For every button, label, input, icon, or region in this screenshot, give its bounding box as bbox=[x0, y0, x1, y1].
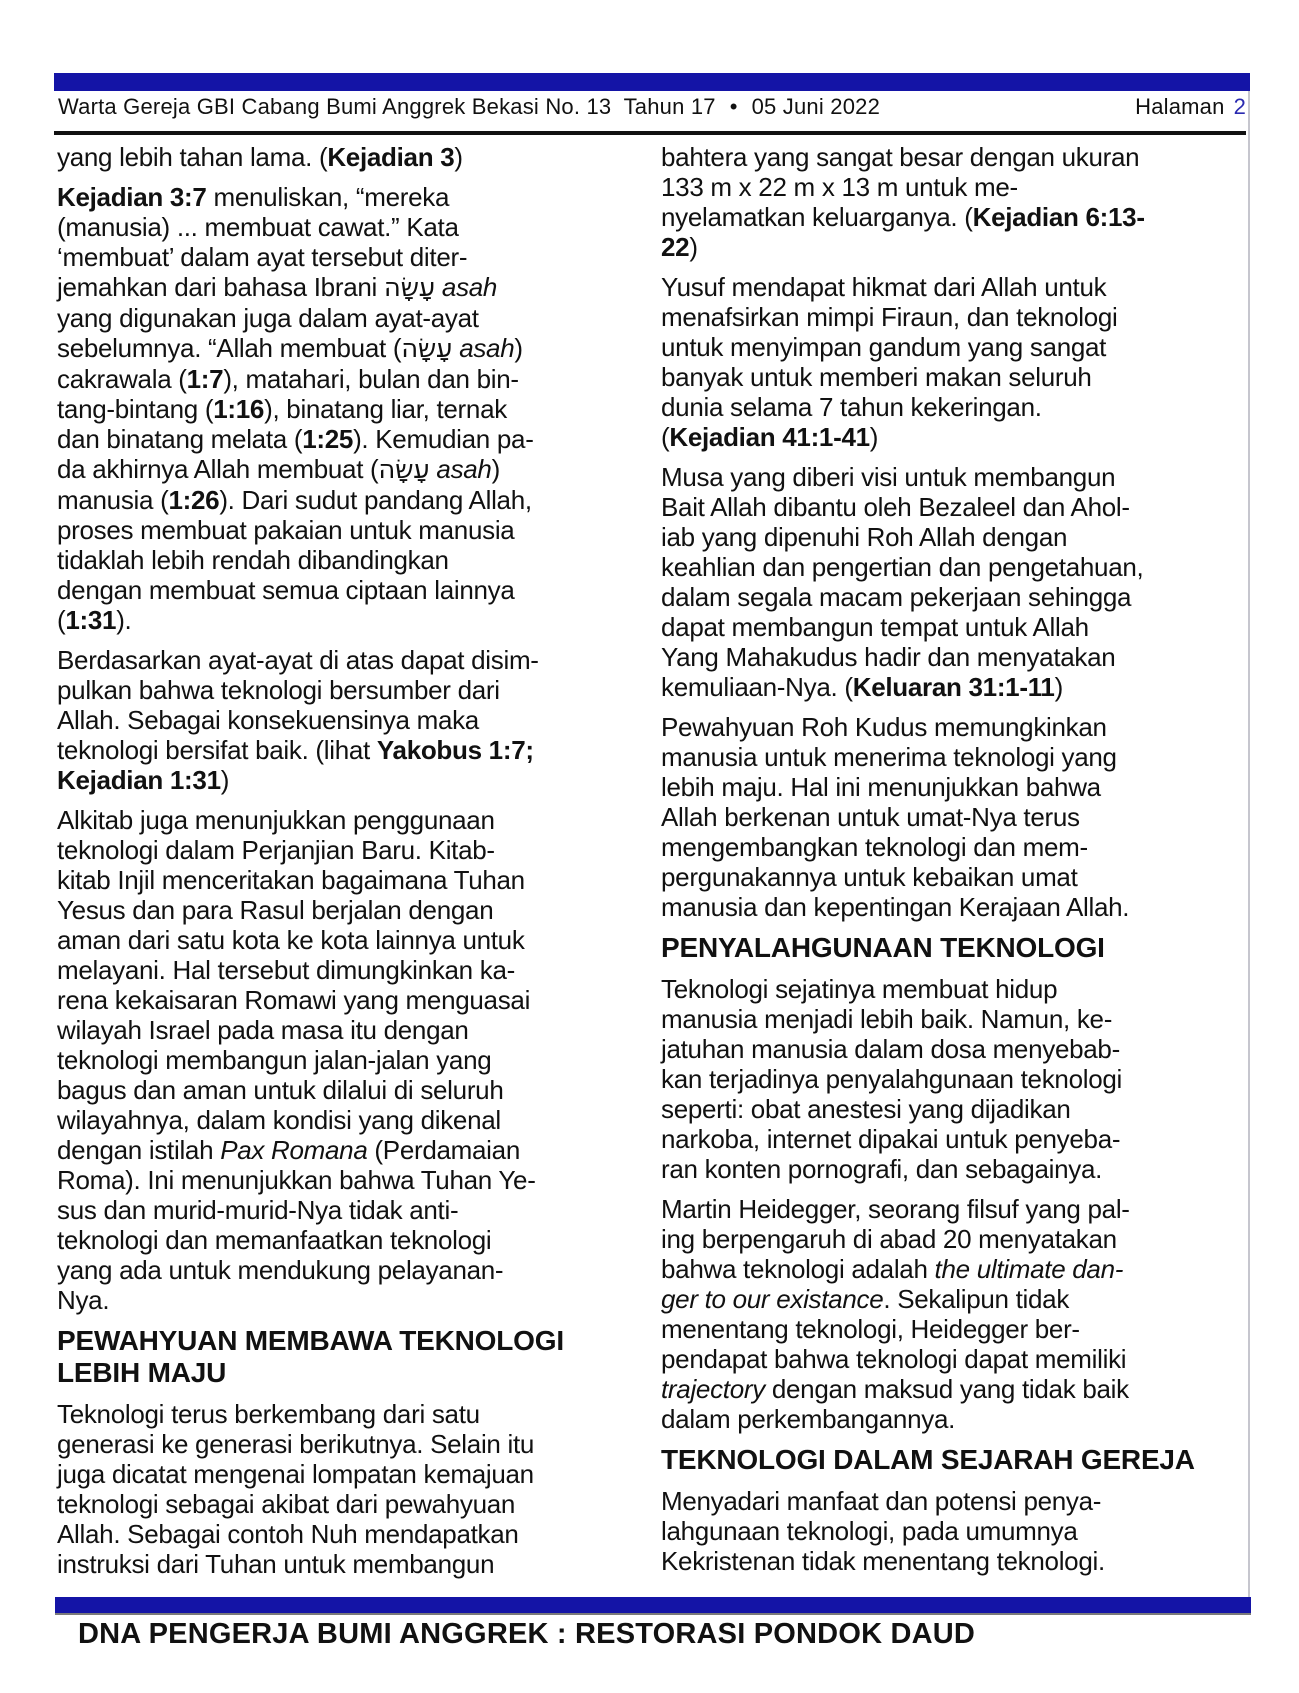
paragraph bbox=[661, 142, 1247, 262]
text-line: PEWAHYUAN MEMBAWA TEKNOLOGI bbox=[57, 1325, 564, 1356]
masthead bbox=[58, 94, 880, 120]
text-line: Allah. Sebagai konsekuensinya maka bbox=[57, 705, 479, 735]
text-line: teknologi dalam Perjanjian Baru. Kitab- bbox=[57, 835, 495, 865]
text-line: nyelamatkan keluarganya. (Kejadian 6:13- bbox=[661, 202, 1145, 232]
page-number: 2 bbox=[1233, 94, 1246, 119]
text-line: manusia untuk menerima teknologi yang bbox=[661, 742, 1117, 772]
text-line: bagus dan aman untuk dilalui di seluruh bbox=[57, 1075, 504, 1105]
paragraph bbox=[57, 1399, 613, 1579]
text-line: tidaklah lebih rendah dibandingkan bbox=[57, 545, 449, 575]
paragraph bbox=[57, 142, 613, 172]
paragraph bbox=[661, 1194, 1247, 1434]
column-right bbox=[661, 142, 1247, 1589]
text-line: teknologi membangun jalan-jalan yang bbox=[57, 1045, 492, 1075]
paragraph bbox=[57, 645, 613, 795]
text-line: untuk menyimpan gandum yang sangat bbox=[661, 332, 1107, 362]
text-line: Berdasarkan ayat-ayat di atas dapat disim- bbox=[57, 645, 539, 675]
page-edge-line bbox=[1248, 91, 1250, 1615]
text-line: pulkan bahwa teknologi bersumber dari bbox=[57, 675, 500, 705]
text-line: manusia (1:26). Dari sudut pandang Allah, bbox=[57, 485, 532, 515]
text-line: jemahkan dari bahasa Ibrani עָשָׂה asah bbox=[57, 272, 498, 303]
bullet-separator: • bbox=[729, 94, 738, 119]
text-line: dengan istilah Pax Romana (Perdamaian bbox=[57, 1135, 520, 1165]
paragraph bbox=[661, 712, 1247, 922]
text-line: manusia menjadi lebih baik. Namun, ke- bbox=[661, 1004, 1113, 1034]
paragraph bbox=[57, 182, 613, 635]
text-line: yang lebih tahan lama. (Kejadian 3) bbox=[57, 142, 463, 172]
text-line: cakrawala (1:7), matahari, bulan dan bin- bbox=[57, 364, 519, 394]
text-line: PENYALAHGUNAAN TEKNOLOGI bbox=[661, 932, 1105, 963]
text-line: banyak untuk memberi makan seluruh bbox=[661, 362, 1092, 392]
top-accent-bar bbox=[54, 73, 1250, 91]
text-line: pendapat bahwa teknologi dapat memiliki bbox=[661, 1344, 1127, 1374]
text-line: dalam segala macam pekerjaan sehingga bbox=[661, 582, 1132, 612]
text-line: Musa yang diberi visi untuk membangun bbox=[661, 462, 1116, 492]
text-line: lebih maju. Hal ini menunjukkan bahwa bbox=[661, 772, 1101, 802]
text-line: Allah berkenan untuk umat-Nya terus bbox=[661, 802, 1080, 832]
footer-motto: DNA PENGERJA BUMI ANGGREK : RESTORASI PONDOK DAUD bbox=[78, 1618, 976, 1650]
text-line: keahlian dan pengertian dan pengetahuan, bbox=[661, 552, 1144, 582]
text-line: menafsirkan mimpi Firaun, dan teknologi bbox=[661, 302, 1118, 332]
text-line: teknologi sebagai akibat dari pewahyuan bbox=[57, 1489, 516, 1519]
text-line: Roma). Ini menunjukkan bahwa Tuhan Ye- bbox=[57, 1165, 536, 1195]
text-line: yang ada untuk mendukung pelayanan- bbox=[57, 1255, 504, 1285]
masthead-date: 05 Juni 2022 bbox=[751, 94, 881, 119]
text-line: wilayahnya, dalam kondisi yang dikenal bbox=[57, 1105, 501, 1135]
text-line: 22) bbox=[661, 232, 698, 262]
article-body bbox=[57, 142, 1247, 1589]
header-rule bbox=[54, 131, 1246, 135]
page-header bbox=[58, 94, 1246, 124]
bottom-accent-bar bbox=[55, 1597, 1251, 1615]
text-line: jatuhan manusia dalam dosa menyebab- bbox=[661, 1034, 1120, 1064]
text-line: Martin Heidegger, seorang filsuf yang pal- bbox=[661, 1194, 1130, 1224]
text-line: trajectory dengan maksud yang tidak baik bbox=[661, 1374, 1129, 1404]
page-number-area bbox=[1135, 94, 1246, 120]
text-line: dapat membangun tempat untuk Allah bbox=[661, 612, 1089, 642]
paragraph bbox=[661, 974, 1247, 1184]
text-line: teknologi dan memanfaatkan teknologi bbox=[57, 1225, 492, 1255]
text-line: rena kekaisaran Romawi yang menguasai bbox=[57, 985, 531, 1015]
text-line: menentang teknologi, Heidegger ber- bbox=[661, 1314, 1080, 1344]
text-line: ing berpengaruh di abad 20 menyatakan bbox=[661, 1224, 1117, 1254]
paragraph bbox=[661, 462, 1247, 702]
text-line: aman dari satu kota ke kota lainnya untuk bbox=[57, 925, 525, 955]
masthead-title: Warta Gereja GBI Cabang Bumi Anggrek Bekasi No. 13 Tahun 17 bbox=[58, 94, 716, 119]
text-line: Kejadian 1:31) bbox=[57, 765, 230, 795]
text-line: tang-bintang (1:16), binatang liar, ternak bbox=[57, 394, 507, 424]
text-line: proses membuat pakaian untuk manusia bbox=[57, 515, 515, 545]
text-line: seperti: obat anestesi yang dijadikan bbox=[661, 1094, 1071, 1124]
paragraph bbox=[661, 1486, 1247, 1576]
paragraph bbox=[57, 805, 613, 1315]
text-line: juga dicatat mengenai lompatan kemajuan bbox=[57, 1459, 534, 1489]
text-line: sebelumnya. “Allah membuat (עָשָׂה asah) bbox=[57, 333, 523, 364]
text-line: Nya. bbox=[57, 1285, 110, 1315]
text-line: TEKNOLOGI DALAM SEJARAH GEREJA bbox=[661, 1444, 1195, 1475]
section-heading bbox=[57, 1325, 613, 1389]
text-line: bahwa teknologi adalah the ultimate dan- bbox=[661, 1254, 1124, 1284]
text-line: LEBIH MAJU bbox=[57, 1357, 227, 1388]
text-line: 133 m x 22 m x 13 m untuk me- bbox=[661, 172, 1018, 202]
text-line: kemuliaan-Nya. (Keluaran 31:1-11) bbox=[661, 672, 1063, 702]
section-heading bbox=[661, 1444, 1247, 1476]
text-line: (manusia) ... membuat cawat.” Kata bbox=[57, 212, 459, 242]
text-line: kan terjadinya penyalahgunaan teknologi bbox=[661, 1064, 1122, 1094]
text-line: Kejadian 3:7 menuliskan, “mereka bbox=[57, 182, 450, 212]
text-line: Teknologi sejatinya membuat hidup bbox=[661, 974, 1058, 1004]
text-line: Yang Mahakudus hadir dan menyatakan bbox=[661, 642, 1116, 672]
page-footer bbox=[78, 1618, 1248, 1651]
text-line: (Kejadian 41:1-41) bbox=[661, 422, 879, 452]
paragraph bbox=[661, 272, 1247, 452]
text-line: dalam perkembangannya. bbox=[661, 1404, 956, 1434]
text-line: Pewahyuan Roh Kudus memungkinkan bbox=[661, 712, 1107, 742]
text-line: ran konten pornografi, dan sebagainya. bbox=[661, 1154, 1103, 1184]
text-line: melayani. Hal tersebut dimungkinkan ka- bbox=[57, 955, 515, 985]
text-line: generasi ke generasi berikutnya. Selain itu bbox=[57, 1429, 535, 1459]
text-line: da akhirnya Allah membuat (עָשָׂה asah) bbox=[57, 454, 500, 485]
text-line: Bait Allah dibantu oleh Bezaleel dan Ahol- bbox=[661, 492, 1130, 522]
column-left bbox=[57, 142, 613, 1589]
section-heading bbox=[661, 932, 1247, 964]
text-line: dengan membuat semua ciptaan lainnya bbox=[57, 575, 515, 605]
text-line: iab yang dipenuhi Roh Allah dengan bbox=[661, 522, 1068, 552]
text-line: kitab Injil menceritakan bagaimana Tuhan bbox=[57, 865, 525, 895]
text-line: instruksi dari Tuhan untuk membangun bbox=[57, 1549, 495, 1579]
text-line: manusia dan kepentingan Kerajaan Allah. bbox=[661, 892, 1130, 922]
text-line: narkoba, internet dipakai untuk penyeba- bbox=[661, 1124, 1121, 1154]
text-line: Kekristenan tidak menentang teknologi. bbox=[661, 1546, 1105, 1576]
text-line: lahgunaan teknologi, pada umumnya bbox=[661, 1516, 1078, 1546]
page-label: Halaman bbox=[1135, 94, 1225, 119]
text-line: dan binatang melata (1:25). Kemudian pa- bbox=[57, 424, 534, 454]
text-line: sus dan murid-murid-Nya tidak anti- bbox=[57, 1195, 459, 1225]
text-line: Yesus dan para Rasul berjalan dengan bbox=[57, 895, 494, 925]
text-line: (1:31). bbox=[57, 605, 132, 635]
text-line: yang digunakan juga dalam ayat-ayat bbox=[57, 303, 479, 333]
text-line: bahtera yang sangat besar dengan ukuran bbox=[661, 142, 1140, 172]
text-line: dunia selama 7 tahun kekeringan. bbox=[661, 392, 1042, 422]
text-line: ger to our existance. Sekalipun tidak bbox=[661, 1284, 1070, 1314]
text-line: pergunakannya untuk kebaikan umat bbox=[661, 862, 1078, 892]
text-line: Alkitab juga menunjukkan penggunaan bbox=[57, 805, 495, 835]
text-line: Yusuf mendapat hikmat dari Allah untuk bbox=[661, 272, 1107, 302]
text-line: teknologi bersifat baik. (lihat Yakobus 1:7; bbox=[57, 735, 534, 765]
text-line: Teknologi terus berkembang dari satu bbox=[57, 1399, 480, 1429]
text-line: Menyadari manfaat dan potensi penya- bbox=[661, 1486, 1102, 1516]
text-line: Allah. Sebagai contoh Nuh mendapatkan bbox=[57, 1519, 519, 1549]
text-line: ‘membuat’ dalam ayat tersebut diter- bbox=[57, 242, 468, 272]
text-line: wilayah Israel pada masa itu dengan bbox=[57, 1015, 469, 1045]
text-line: mengembangkan teknologi dan mem- bbox=[661, 832, 1088, 862]
